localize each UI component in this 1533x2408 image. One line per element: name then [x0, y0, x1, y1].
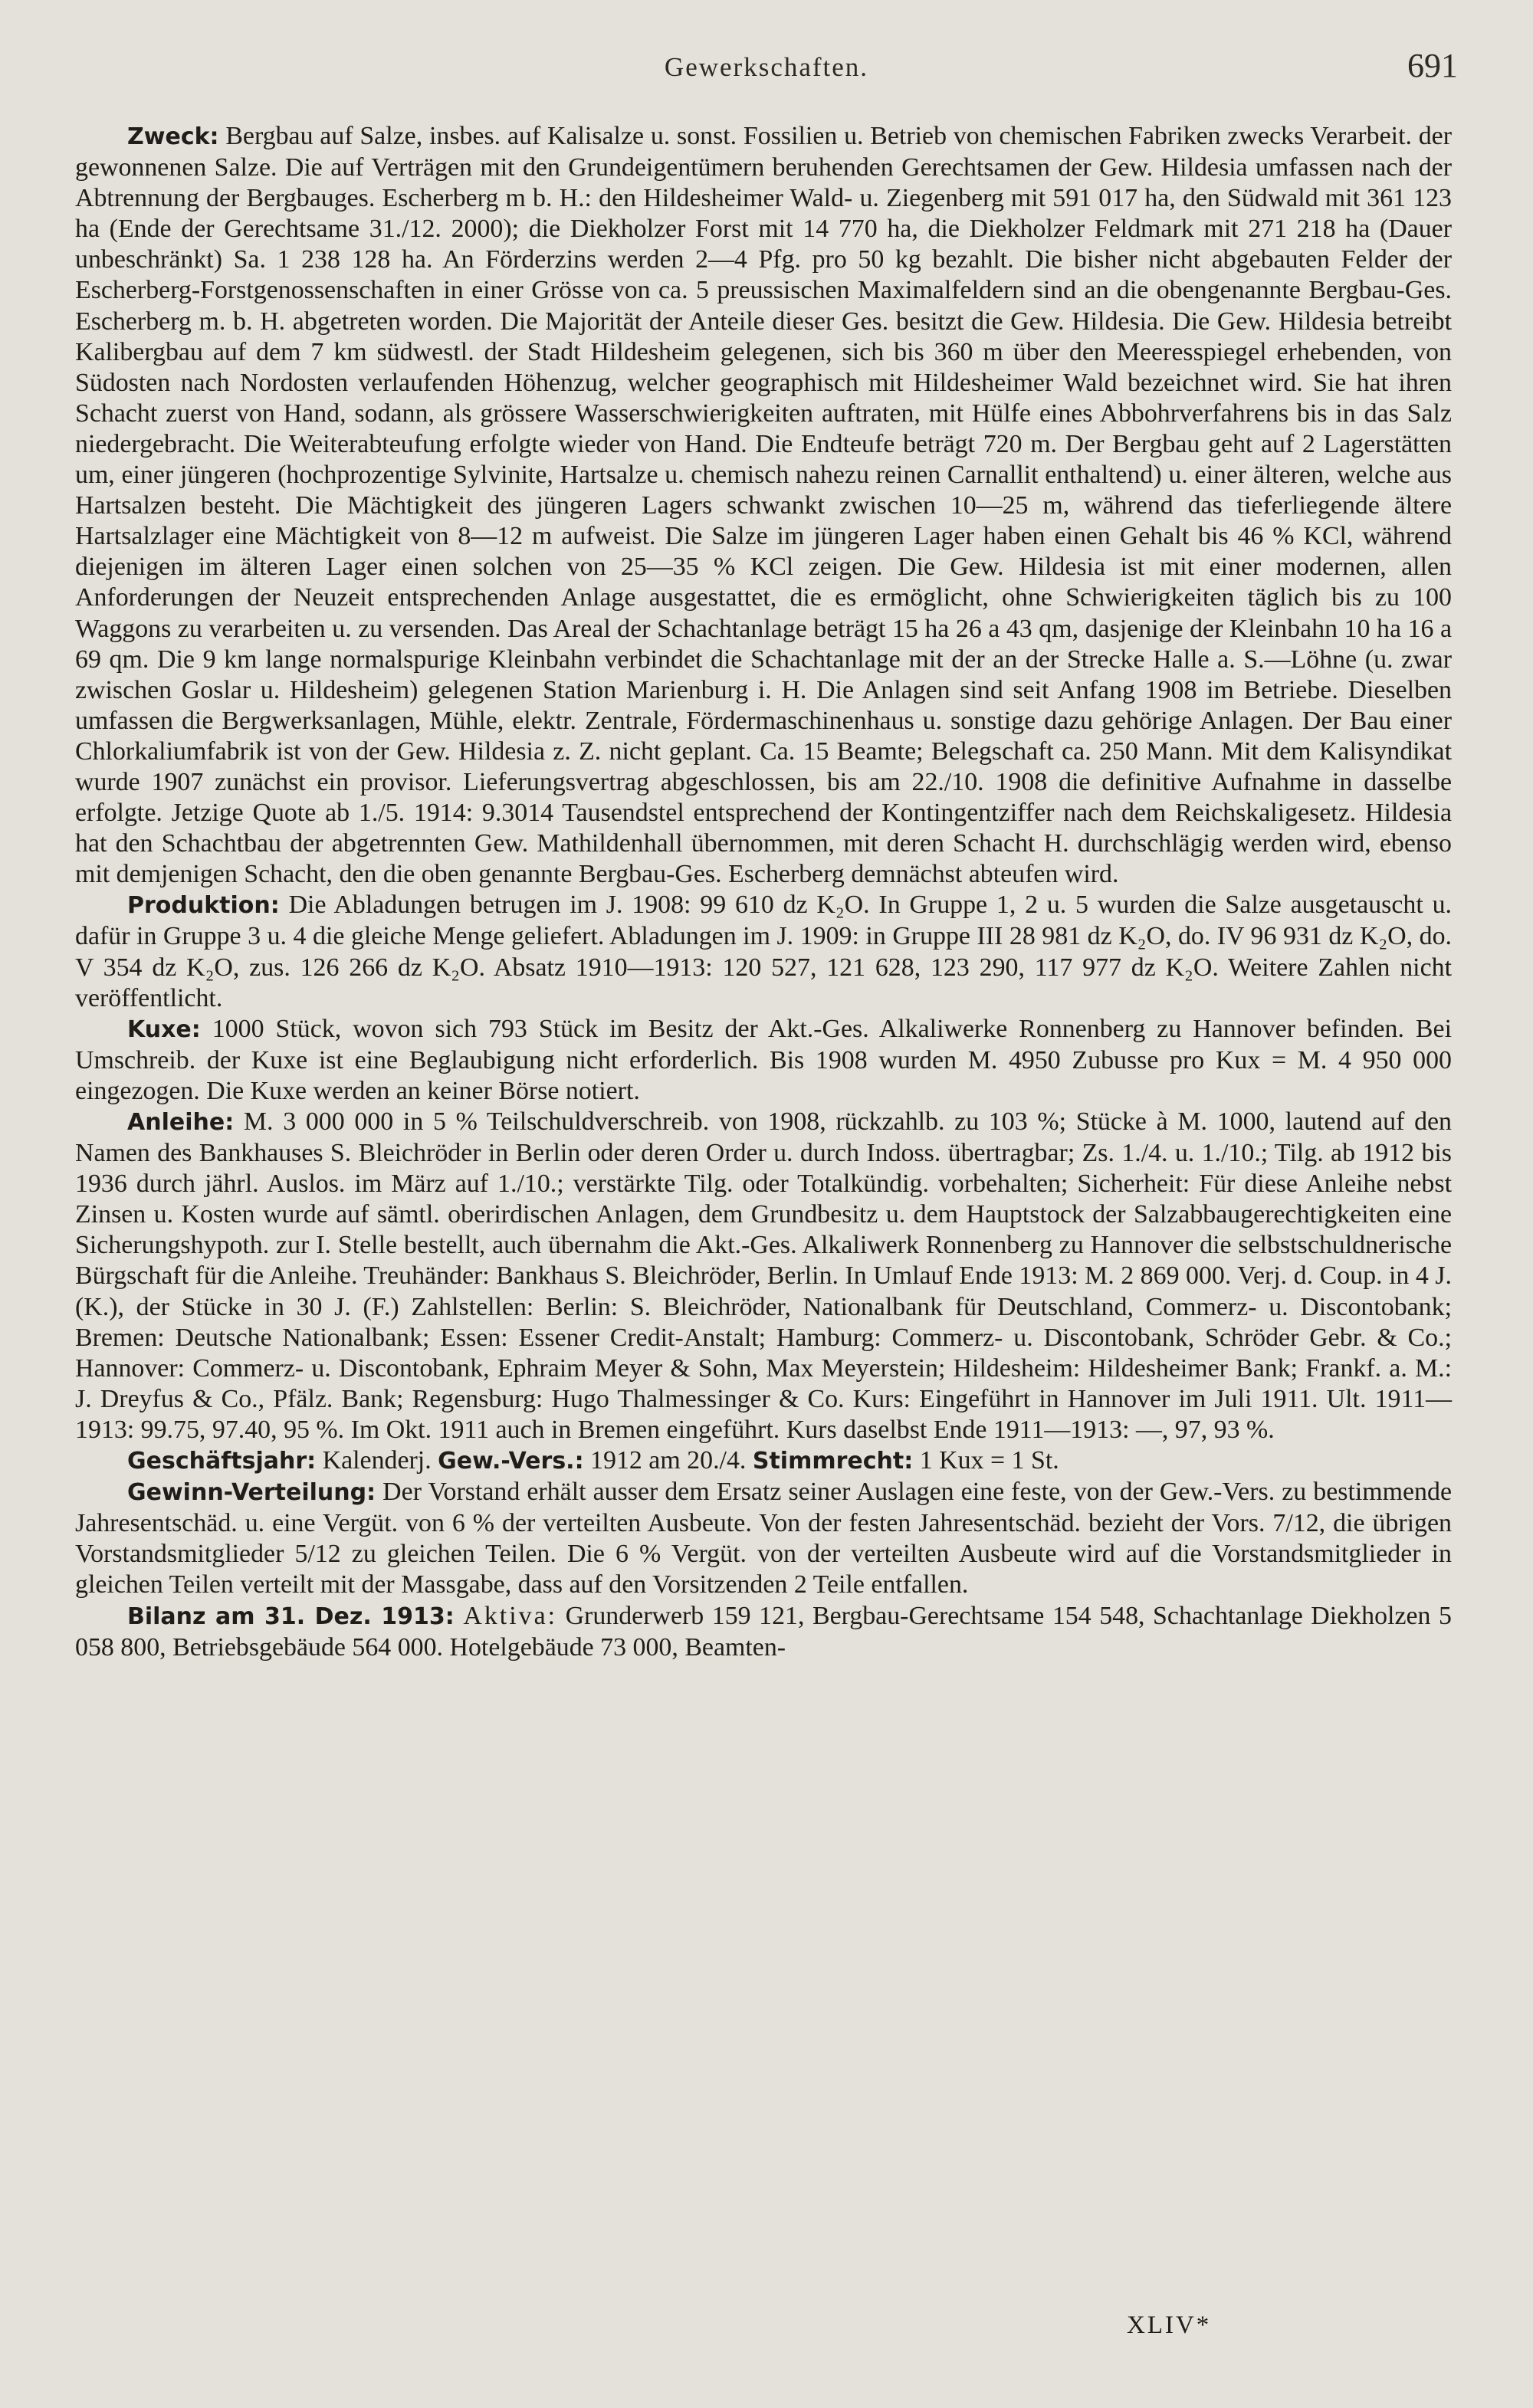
running-head: Gewerkschaften.: [664, 52, 869, 82]
signature-mark: XLIV*: [1127, 2311, 1212, 2339]
section-label: Gewinn-Verteilung:: [127, 1479, 376, 1507]
paragraph-text: 1000 Stück, wovon sich 793 Stück im Besitz der Akt.-Ges. Alkaliwerke Ronnenberg zu Hannover befinden. Bei Umschreib. der Kuxe ist eine Beglaubigung nicht erforderlich. Bis 1908 wurden M. 4950 Zubusse pro Kux = M. 4 950 000 eingezogen. Die Kuxe werden an keiner Börse notiert.: [75, 1014, 1452, 1105]
section-label: Zweck:: [127, 123, 219, 150]
section-label: Geschäftsjahr:: [127, 1448, 317, 1475]
spaced-label: Aktiva:: [454, 1601, 558, 1630]
paragraph-geschaeftsjahr: [75, 1445, 1452, 1477]
paragraph-text: Grunderwerb 159 121, Bergbau-Gerechtsame 154 548, Schachtanlage Diekholzen 5 058 800, Betriebsgebäude 564 000. Hotelgebäude 73 000, Beamten-: [75, 1601, 1452, 1662]
section-label: Produktion:: [127, 892, 280, 920]
paragraph-text: 1912 am 20./4.: [583, 1446, 753, 1475]
paragraph-bilanz: [75, 1601, 1452, 1663]
section-label: Bilanz am 31. Dez. 1913:: [127, 1603, 455, 1630]
section-label: Anleihe:: [127, 1109, 235, 1136]
paragraph-produktion: [75, 890, 1452, 1013]
page-number: 691: [1407, 47, 1458, 84]
paragraph-gewinn-verteilung: [75, 1477, 1452, 1600]
paragraph-text: M. 3 000 000 in 5 % Teilschuldverschreib. von 1908, rückzahlb. zu 103 %; Stücke à M. 1000, lautend auf den Namen des Bankhauses S. Bleichröder in Berlin oder deren Order u. durch Indoss. übertragbar; Zs. 1./4. u. 1./10.; Tilg. ab 1912 bis 1936 durch jährl. Auslos. im März auf 1./10.; verstärkte Tilg. oder Totalkündig. vorbehalten; Sicherheit: Für diese Anleihe nebst Zinsen u. Kosten wurde auf sämtl. oberirdischen Anlagen, dem Grundbesitz u. dem Hauptstock der Salzabbaugerechtigkeiten eine Sicherungshypoth. zur I. Stelle bestellt, auch übernahm die Akt.-Ges. Alkaliwerk Ronnenberg zu Hannover die selbstschuldnerische Bürgschaft für die Anleihe. Treuhänder: Bankhaus S. Bleichröder, Berlin. In Umlauf Ende 1913: M. 2 869 000. Verj. d. Coup. in 4 J. (K.), der Stücke in 30 J. (F.) Zahlstellen: Berlin: S. Bleichröder, Nationalbank für Deutschland, Commerz- u. Discontobank; Bremen: Deutsche Nationalbank; Essen: Essener Credit-Anstalt; Hamburg: Commerz- u. Discontobank, Schröder Gebr. & Co.; Hannover: Commerz- u. Discontobank, Ephraim Meyer & Sohn, Max Meyerstein; Hildesheim: Hildesheimer Bank; Frankf. a. M.: J. Dreyfus & Co., Pfälz. Bank; Regensburg: Hugo Thalmessinger & Co. Kurs: Eingeführt in Hannover im Juli 1911. Ult. 1911—1913: 99.75, 97.40, 95 %. Im Okt. 1911 auch in Bremen eingeführt. Kurs daselbst Ende 1911—1913: —, 97, 93 %.: [75, 1107, 1452, 1444]
section-label: Kuxe:: [127, 1015, 201, 1043]
section-label: Gew.-Vers.:: [438, 1448, 584, 1475]
paragraph-anleihe: [75, 1107, 1452, 1445]
paragraph-kuxe: [75, 1014, 1452, 1107]
paragraph-text: Der Vorstand erhält ausser dem Ersatz seiner Auslagen eine feste, von der Gew.-Vers. zu bestimmende Jahresentschäd. u. eine Vergüt. von 6 % der verteilten Ausbeute. Von der festen Jahresentschäd. bezieht der Vors. 7/12, die übrigen Vorstandsmitglieder 5/12 zu gleichen Teilen. Die 6 % Vergüt. von der verteilten Ausbeute wird auf die Vorstandsmitglieder in gleichen Teilen verteilt mit der Massgabe, dass auf den Vorsitzenden 2 Teile entfallen.: [75, 1478, 1452, 1599]
paragraph-zweck: [75, 121, 1452, 890]
paragraph-text: Die Abladungen betrugen im J. 1908: 99 610 dz K₂O. In Gruppe 1, 2 u. 5 wurden die Salze ausgetauscht u. dafür in Gruppe 3 u. 4 die gleiche Menge geliefert. Abladungen im J. 1909: in Gruppe III 28 981 dz K₂O, do. IV 96 931 dz K₂O, do. V 354 dz K₂O, zus. 126 266 dz K₂O. Absatz 1910—1913: 120 527, 121 628, 123 290, 117 977 dz K₂O. Weitere Zahlen nicht veröffentlicht.: [75, 891, 1452, 1012]
section-label: Stimmrecht:: [752, 1448, 914, 1475]
body-text: [75, 121, 1452, 1663]
paragraph-text: 1 Kux = 1 St.: [913, 1446, 1059, 1475]
paragraph-text: Kalenderj.: [316, 1446, 438, 1475]
paragraph-text: Bergbau auf Salze, insbes. auf Kalisalze u. sonst. Fossilien u. Betrieb von chemischen Fabriken zwecks Verarbeit. der gewonnenen Salze. Die auf Verträgen mit den Grundeigentümern beruhenden Gerechtsamen der Gew. Hildesia umfassen nach der Abtrennung der Bergbauges. Escherberg m b. H.: den Hildesheimer Wald- u. Ziegenberg mit 591 017 ha, den Südwald mit 361 123 ha (Ende der Gerechtsame 31./12. 2000); die Diekholzer Forst mit 14 770 ha, die Diekholzer Feldmark mit 271 218 ha (Dauer unbeschränkt) Sa. 1 238 128 ha. An Förderzins werden 2—4 Pfg. pro 50 kg bezahlt. Die bisher nicht abgebauten Felder der Escherberg-Forstgenossenschaften in einer Grösse von ca. 5 preussischen Maximalfeldern sind an die obengenannte Bergbau-Ges. Escherberg m. b. H. abgetreten worden. Die Majorität der Anteile dieser Ges. besitzt die Gew. Hildesia. Die Gew. Hildesia betreibt Kalibergbau auf dem 7 km südwestl. der Stadt Hildesheim gelegenen, sich bis 360 m über den Meeresspiegel erhebenden, von Südosten nach Nordosten verlaufenden Höhenzug, welcher geographisch mit Hildesheimer Wald bezeichnet wird. Sie hat ihren Schacht zuerst von Hand, sodann, als grössere Wasserschwierigkeiten auftraten, mit Hülfe eines Abbohrverfahrens bis in das Salz niedergebracht. Die Weiterabteufung erfolgte wieder von Hand. Die Endteufe beträgt 720 m. Der Bergbau geht auf 2 Lagerstätten um, einer jüngeren (hochprozentige Sylvinite, Hartsalze u. chemisch nahezu reinen Carnallit enthaltend) u. einer älteren, welche aus Hartsalzen besteht. Die Mächtigkeit des jüngeren Lagers schwankt zwischen 10—25 m, während das tieferliegende ältere Hartsalzlager eine Mächtigkeit von 8—12 m aufweist. Die Salze im jüngeren Lager haben einen Gehalt bis 46 % KCl, während diejenigen im älteren Lager einen solchen von 25—35 % KCl zeigen. Die Gew. Hildesia ist mit einer modernen, allen Anforderungen der Neuzeit entsprechenden Anlage ausgestattet, die es ermöglicht, ohne Schwierigkeiten täglich bis zu 100 Waggons zu verarbeiten u. zu versenden. Das Areal der Schachtanlage beträgt 15 ha 26 a 43 qm, dasjenige der Kleinbahn 10 ha 16 a 69 qm. Die 9 km lange normalspurige Kleinbahn verbindet die Schachtanlage mit der an der Strecke Halle a. S.—Löhne (u. zwar zwischen Goslar u. Hildesheim) gelegenen Station Marienburg i. H. Die Anlagen sind seit Anfang 1908 im Betriebe. Dieselben umfassen die Bergwerksanlagen, Mühle, elektr. Zentrale, Fördermaschinenhaus u. sonstige dazu gehörige Anlagen. Der Bau einer Chlorkaliumfabrik ist von der Gew. Hildesia z. Z. nicht geplant. Ca. 15 Beamte; Belegschaft ca. 250 Mann. Mit dem Kalisyndikat wurde 1907 zunächst ein provisor. Lieferungsvertrag abgeschlossen, bis am 22./10. 1908 die definitive Aufnahme in dasselbe erfolgte. Jetzige Quote ab 1./5. 1914: 9.3014 Tausendstel entsprechend der Kontingentziffer nach dem Reichskaligesetz. Hildesia hat den Schachtbau der abgetrennten Gew. Mathildenhall übernommen, mit deren Schacht H. durchschlägig werden wird, ebenso mit demjenigen Schacht, den die oben genannte Bergbau-Ges. Escherberg demnächst abteufen wird.: [75, 122, 1452, 889]
